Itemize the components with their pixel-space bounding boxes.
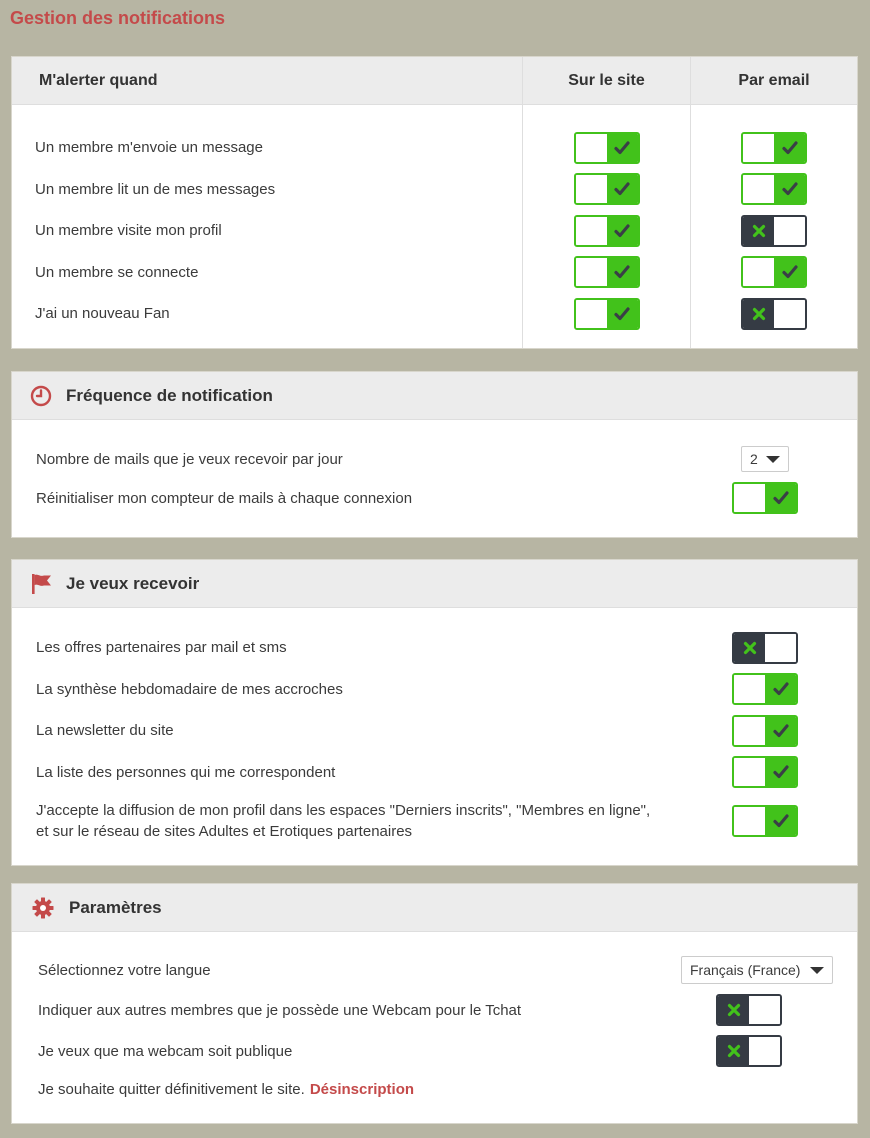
check-icon [774,134,805,162]
public-webcam-toggle[interactable] [716,1035,782,1067]
toggle-track [576,258,607,286]
reset-counter-toggle[interactable] [732,482,798,514]
params-header [12,884,857,932]
receive-item-label: J'accepte la diffusion de mon profil dans les espaces "Derniers inscrits", "Membres en ligne", et sur le réseau de sites Adultes et Erotiques partenaires [36,801,651,840]
mails-per-day-select[interactable] [741,446,789,472]
alert-row-label: Un membre se connecte [35,263,199,281]
toggle-track [743,258,774,286]
site-toggle-visit[interactable] [574,215,640,247]
email-toggle-read[interactable] [741,173,807,205]
toggle-track [765,634,796,662]
newsletter-toggle[interactable] [732,715,798,747]
receive-item-label: Les offres partenaires par mail et sms [36,639,287,657]
toggle-track [734,758,765,786]
toggle-track [734,807,765,835]
site-toggle-message[interactable] [574,132,640,164]
toggle-track [749,996,780,1024]
language-label: Sélectionnez votre langue [38,961,211,979]
alert-row-label: Un membre lit un de mes messages [35,180,276,198]
email-toggle-fan[interactable] [741,298,807,330]
receive-item-label: La liste des personnes qui me correspondent [36,763,336,781]
flag-icon [29,572,53,596]
toggle-track [576,300,607,328]
site-toggle-fan[interactable] [574,298,640,330]
receive-item-label: La newsletter du site [36,722,174,740]
partner-offers-toggle[interactable] [732,632,798,664]
mails-per-day-label: Nombre de mails que je veux recevoir par jour [36,450,343,468]
alert-row-label: Un membre m'envoie un message [35,139,263,157]
toggle-track [734,717,765,745]
toggle-track [576,175,607,203]
check-icon [765,807,796,835]
toggle-track [734,675,765,703]
alerts-header-site: Sur le site [522,57,690,104]
check-icon [607,300,638,328]
toggle-track [576,134,607,162]
clock-icon [29,384,53,408]
matches-list-toggle[interactable] [732,756,798,788]
cross-icon [734,634,765,662]
cross-icon [743,300,774,328]
toggle-track [749,1037,780,1065]
check-icon [607,175,638,203]
email-toggle-connect[interactable] [741,256,807,288]
alert-row-label: Un membre visite mon profil [35,222,222,240]
email-toggle-visit[interactable] [741,215,807,247]
public-webcam-label: Je veux que ma webcam soit publique [38,1042,293,1060]
check-icon [607,134,638,162]
receive-title: Je veux recevoir [66,573,200,593]
quit-text: Je souhaite quitter définitivement le site. [38,1080,305,1098]
alerts-header [12,57,857,105]
profile-diffusion-toggle[interactable] [732,805,798,837]
receive-card [11,559,858,866]
receive-item-label: La synthèse hebdomadaire de mes accroches [36,680,343,698]
reset-counter-label: Réinitialiser mon compteur de mails à chaque connexion [36,489,413,507]
language-select[interactable] [681,956,833,984]
toggle-track [774,217,805,245]
toggle-track [576,217,607,245]
check-icon [765,717,796,745]
cross-icon [743,217,774,245]
webcam-label: Indiquer aux autres membres que je possède une Webcam pour le Tchat [38,1001,522,1019]
gear-icon [31,896,55,920]
language-value: Français (France) [690,962,801,978]
chevron-down-icon [810,967,824,974]
check-icon [774,175,805,203]
page-title: Gestion des notifications [10,8,226,28]
frequency-card [11,371,858,538]
params-title: Paramètres [69,897,162,917]
toggle-track [774,300,805,328]
receive-header [12,560,857,608]
frequency-title: Fréquence de notification [66,385,273,405]
alerts-header-label: M'alerter quand [39,71,158,89]
check-icon [607,258,638,286]
alerts-card [11,56,858,349]
webcam-toggle[interactable] [716,994,782,1026]
cross-icon [718,1037,749,1065]
toggle-track [743,175,774,203]
toggle-track [743,134,774,162]
email-toggle-message[interactable] [741,132,807,164]
cross-icon [718,996,749,1024]
check-icon [765,758,796,786]
unsubscribe-link[interactable]: Désinscription [309,1080,415,1098]
site-toggle-connect[interactable] [574,256,640,288]
weekly-summary-toggle[interactable] [732,673,798,705]
alerts-header-email: Par email [690,57,857,104]
frequency-header [12,372,857,420]
site-toggle-read[interactable] [574,173,640,205]
params-card [11,883,858,1124]
alert-row-label: J'ai un nouveau Fan [35,305,170,323]
mails-per-day-value: 2 [750,451,758,467]
toggle-track [734,484,765,512]
chevron-down-icon [766,456,780,463]
check-icon [765,675,796,703]
check-icon [607,217,638,245]
check-icon [765,484,796,512]
check-icon [774,258,805,286]
